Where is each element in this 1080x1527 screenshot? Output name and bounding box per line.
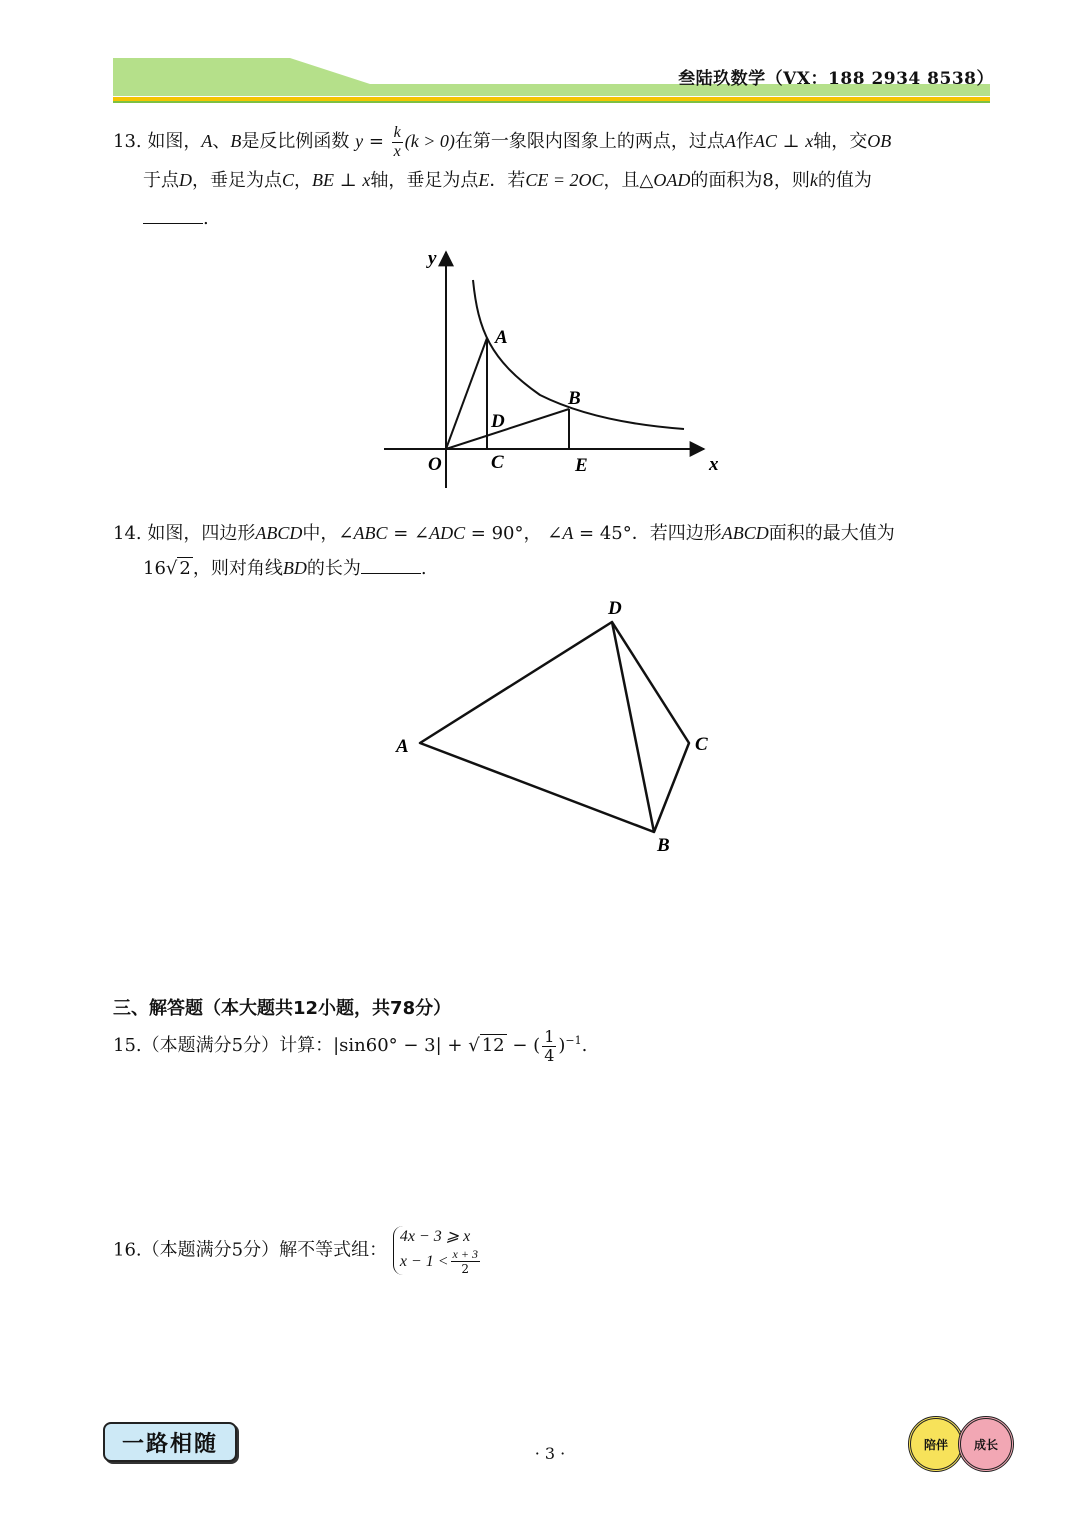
fraction-denominator: x: [393, 142, 401, 160]
q16-number: 16.: [113, 1239, 142, 1261]
q13-text: ，: [294, 170, 313, 191]
footer-logo-text: 一路相随: [121, 1431, 218, 1457]
q15-exponent: −1: [565, 1034, 582, 1047]
q14-math: A: [562, 523, 574, 543]
label-o: O: [428, 454, 442, 475]
header-band: [0, 0, 1080, 112]
sqrt-symbol: √: [165, 558, 178, 579]
q13-math: BE: [312, 170, 335, 190]
q15-sqrt: 12: [481, 1035, 505, 1056]
page-number: · 3 ·: [534, 1444, 566, 1463]
inequality-2-lhs: x − 1 <: [399, 1253, 449, 1270]
answer-blank[interactable]: [361, 573, 421, 574]
q13-line2: [113, 161, 993, 200]
q13-math: OAD: [653, 170, 691, 190]
q14-line2: [113, 553, 993, 584]
label-a: A: [495, 327, 508, 348]
q14-text: 如图，四边形: [147, 523, 256, 544]
q14-text: 面积的最大值为: [768, 523, 895, 544]
inequality-2: [400, 1248, 482, 1275]
q13-number: 13.: [113, 131, 142, 152]
q15-text: （本题满分5分）计算：: [141, 1035, 334, 1056]
q16-text: （本题满分5分）解不等式组：: [141, 1239, 388, 1261]
q13-text: 是反比例函数: [241, 131, 350, 152]
fraction-numerator: x + 3: [452, 1247, 478, 1261]
label-b: B: [568, 388, 581, 409]
label-x: x: [709, 454, 719, 475]
q13-math: x: [362, 170, 371, 190]
q14-math: ABC: [353, 523, 388, 543]
q13-text: 的面积为8，则: [690, 170, 810, 191]
q15-math: ): [558, 1035, 566, 1056]
q13-point: D: [179, 170, 192, 190]
q13-math: OB: [867, 131, 892, 151]
q13-text: ，且△: [603, 170, 654, 191]
label-b: B: [657, 835, 670, 856]
fraction-numerator: k: [393, 123, 401, 141]
section-title: 三、解答题（本大题共12小题，共78分）: [113, 998, 452, 1019]
label-y: y: [428, 248, 437, 269]
q15-fraction: [542, 1026, 556, 1065]
q13-text: 轴，交: [813, 131, 868, 152]
q14-line1: [113, 514, 993, 553]
label-d: D: [608, 598, 622, 619]
q14-text: = 90°， ∠: [465, 523, 563, 544]
question-15: [113, 1022, 587, 1065]
q14-text: ，则对角线: [192, 558, 283, 579]
header-green-line: [113, 101, 990, 103]
q13-text: ．若: [489, 170, 526, 191]
q13-text: 、: [212, 131, 231, 152]
figure-14: [390, 595, 730, 865]
badge-growth: [958, 1416, 1014, 1472]
q13-line1: [113, 122, 993, 161]
q14-text: .: [420, 558, 427, 579]
q15-math: +: [441, 1035, 469, 1056]
q13-text: 如图，: [147, 131, 202, 152]
q13-text: 轴，垂足为点: [370, 170, 479, 191]
question-14: [113, 514, 993, 584]
q14-text: 中，∠: [302, 523, 354, 544]
label-e: E: [575, 455, 588, 476]
q13-math: y: [355, 131, 364, 151]
q13-math: ⊥: [334, 170, 363, 191]
footer-logo: [103, 1422, 237, 1462]
header-title: 叁陆玖数学（VX：188 2934 8538）: [678, 69, 994, 89]
q13-line3: [113, 200, 993, 238]
q13-fraction: [392, 125, 403, 160]
q13-math: ⊥: [776, 131, 806, 152]
q13-point: A: [201, 131, 213, 151]
q13-point: B: [230, 131, 242, 151]
q13-text: .: [203, 208, 209, 229]
q14-math: ABCD: [255, 523, 303, 543]
answer-blank[interactable]: [143, 223, 203, 224]
q13-text: 在第一象限内图象上的两点，过点: [454, 131, 725, 152]
label-d: D: [491, 411, 505, 432]
question-16: [113, 1226, 482, 1275]
q14-math: ADC: [429, 523, 466, 543]
q13-math: k: [809, 170, 818, 190]
q14-math: 16: [143, 558, 166, 579]
segment-oa: [446, 338, 487, 449]
badge-companion: [908, 1416, 964, 1472]
q13-point: A: [724, 131, 736, 151]
q13-point: E: [478, 170, 490, 190]
fraction-numerator: 1: [544, 1026, 555, 1046]
q13-text: 于点: [143, 170, 179, 191]
badge-companion-text: 陪伴: [923, 1437, 948, 1452]
q15-number: 15.: [113, 1035, 142, 1056]
inequality-system: [393, 1226, 482, 1275]
q13-point: C: [282, 170, 295, 190]
segment-ob: [446, 409, 569, 449]
q13-math: AC: [753, 131, 777, 151]
label-a: A: [396, 736, 409, 757]
inequality-1: 4x − 3 ⩾ x: [399, 1228, 471, 1245]
q13-text: 的值为: [817, 170, 872, 191]
q13-text: ，垂足为点: [192, 170, 282, 191]
q13-text: 作: [735, 131, 754, 152]
fraction-denominator: 2: [461, 1262, 470, 1276]
q14-sqrt: 2: [179, 558, 191, 579]
q15-math: |sin60° − 3|: [333, 1035, 442, 1056]
figure-13: [380, 245, 740, 495]
q14-math: = ∠: [387, 523, 430, 544]
q14-math: BD: [282, 558, 307, 578]
q13-math: =: [363, 131, 390, 152]
header: [0, 0, 1080, 112]
q16-fraction: [451, 1248, 480, 1275]
q13-math: x: [805, 131, 814, 151]
q14-math: ABCD: [721, 523, 769, 543]
label-c: C: [695, 734, 708, 755]
badge-growth-text: 成长: [973, 1437, 998, 1452]
q14-text: 的长为: [306, 558, 361, 579]
q13-math: (k > 0): [404, 131, 455, 151]
label-c: C: [491, 452, 504, 473]
q14-text: = 45°．若四边形: [573, 523, 722, 544]
fraction-denominator: 4: [544, 1045, 555, 1065]
q14-number: 14.: [113, 523, 142, 544]
question-13: [113, 122, 993, 238]
header-yellow-line: [113, 97, 990, 101]
q15-math: − (: [506, 1035, 541, 1056]
q13-math: CE = 2OC: [525, 170, 604, 190]
sqrt-symbol: √: [468, 1035, 480, 1056]
q15-text: .: [581, 1035, 588, 1056]
